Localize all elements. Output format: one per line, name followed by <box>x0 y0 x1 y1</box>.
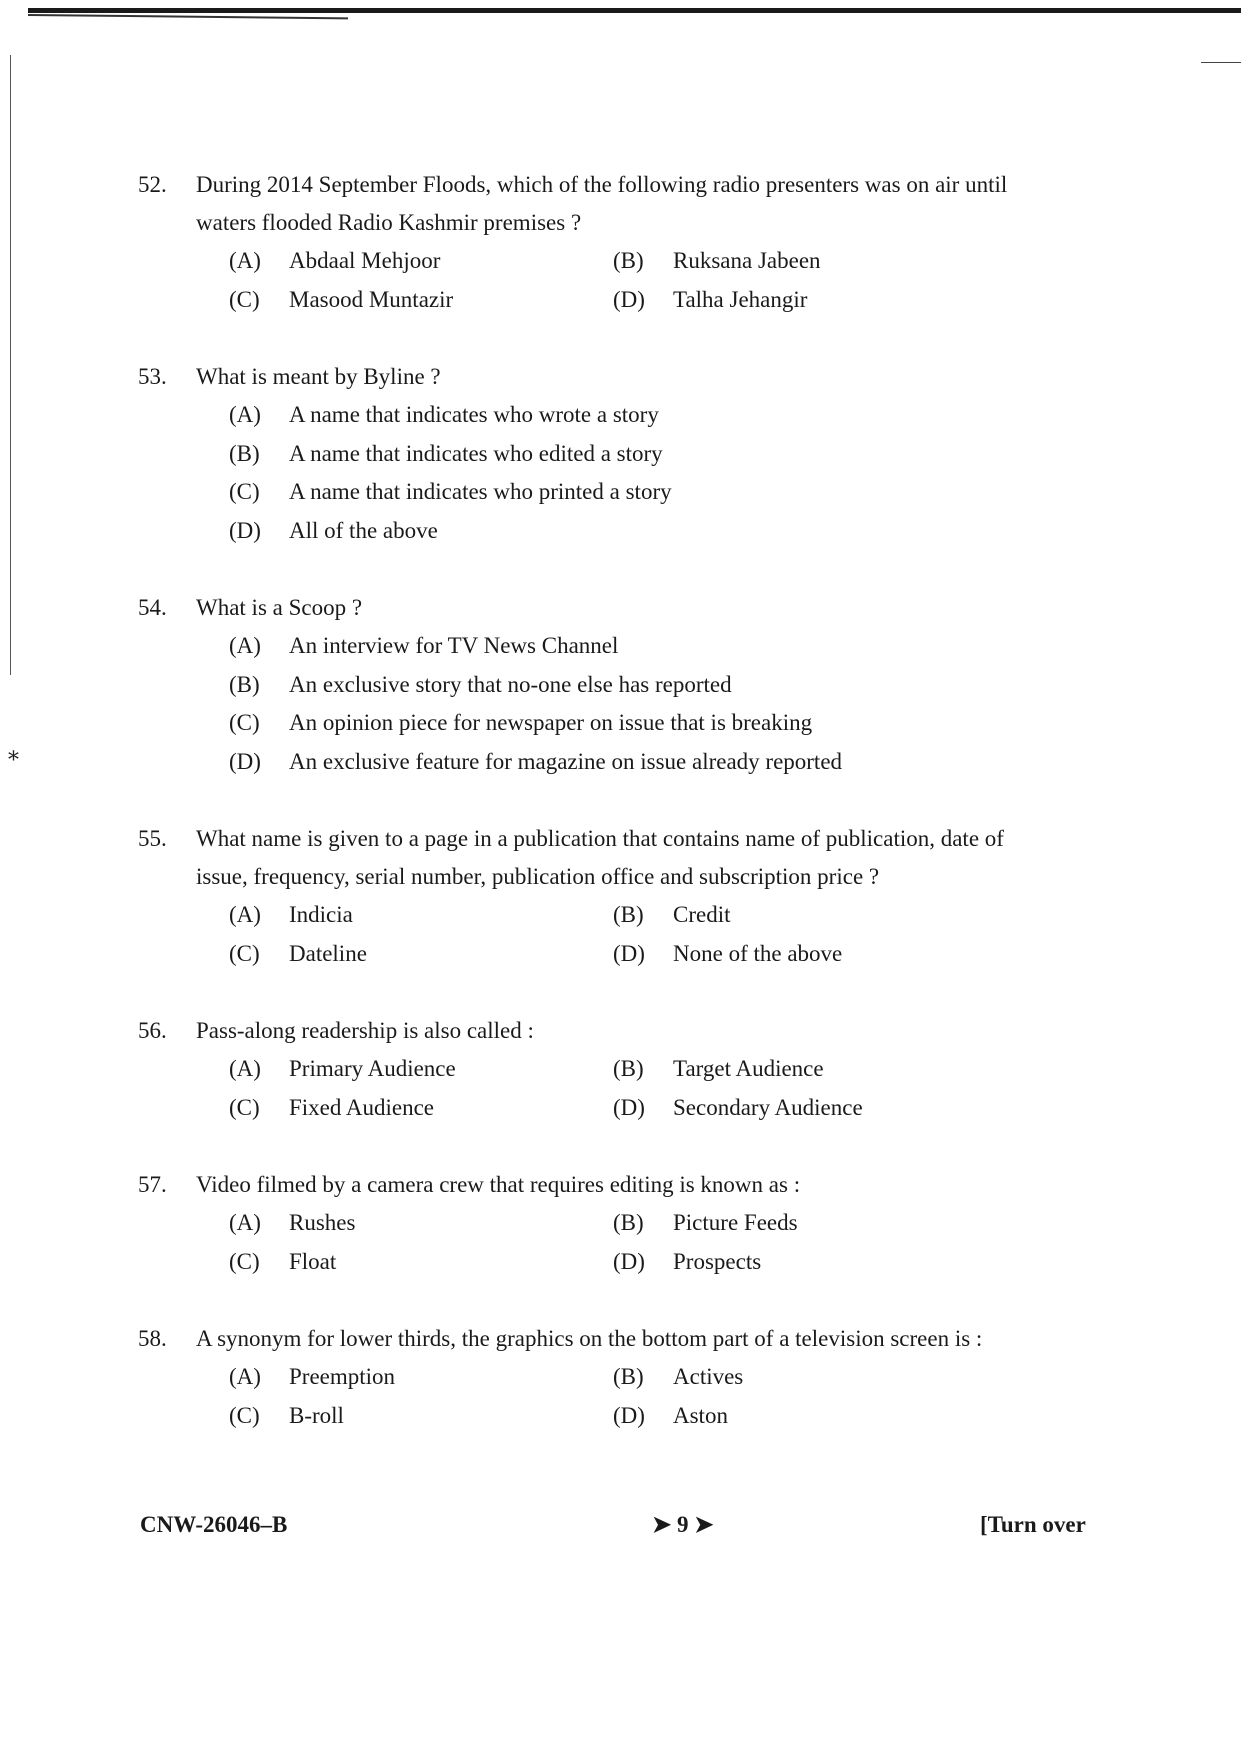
option-d <box>613 1089 997 1128</box>
option-b <box>613 896 997 935</box>
option-d <box>613 935 997 974</box>
option-a <box>229 1204 613 1243</box>
option-text: An opinion piece for newspaper on issue that is breaking <box>289 710 813 735</box>
options-grid <box>229 1204 1018 1281</box>
option-text: An exclusive story that no-one else has reported <box>289 671 732 697</box>
question-number: 57. <box>138 1172 167 1197</box>
option-text: An interview for TV News Channel <box>289 633 619 658</box>
option-letter: (B) <box>229 671 260 697</box>
option-letter: (B) <box>613 1364 644 1389</box>
option-a <box>229 1358 613 1397</box>
option-text: A name that indicates who printed a story <box>289 479 672 504</box>
option-text: Secondary Audience <box>673 1094 863 1120</box>
option-letter: (C) <box>229 1402 260 1428</box>
option-letter: (A) <box>229 248 261 273</box>
scan-smudge-icon: ⁎ <box>8 740 19 765</box>
option-letter: (D) <box>229 517 261 543</box>
option-letter: (A) <box>229 402 261 427</box>
option-text: B-roll <box>289 1402 344 1428</box>
option-text: Abdaal Mehjoor <box>289 248 441 273</box>
question-text: What name is given to a page in a publication that contains name of publication, date of issue, frequency, serial number, publication office and subscription price ? <box>196 826 1004 889</box>
option-text: None of the above <box>673 940 843 966</box>
option-c <box>229 1397 613 1436</box>
options-grid <box>229 896 1018 973</box>
option-letter: (A) <box>229 633 261 658</box>
option-b <box>613 1204 997 1243</box>
scan-edge-top <box>28 8 1241 13</box>
option-a <box>229 896 613 935</box>
option-letter: (D) <box>613 1248 645 1274</box>
option-text: Talha Jehangir <box>673 286 808 312</box>
option-letter: (B) <box>613 1056 644 1081</box>
question-number: 58. <box>138 1326 167 1351</box>
option-text: Target Audience <box>673 1056 824 1081</box>
question-52 <box>138 166 1018 319</box>
option-letter: (A) <box>229 1210 261 1235</box>
option-d <box>229 512 929 551</box>
question-55 <box>138 820 1018 973</box>
option-text: Dateline <box>289 940 367 966</box>
option-c <box>229 473 929 512</box>
option-letter: (C) <box>229 286 260 312</box>
question-53 <box>138 358 1018 550</box>
question-text: What is meant by Byline ? <box>196 364 441 389</box>
option-text: Aston <box>673 1402 728 1428</box>
question-text: What is a Scoop ? <box>196 595 363 620</box>
option-c <box>229 1243 613 1282</box>
option-text: Rushes <box>289 1210 356 1235</box>
option-letter: (C) <box>229 710 260 735</box>
question-number: 52. <box>138 172 167 197</box>
question-number: 56. <box>138 1018 167 1043</box>
question-number: 53. <box>138 364 167 389</box>
question-number: 54. <box>138 595 167 620</box>
option-d <box>613 1397 997 1436</box>
scan-edge-right <box>1201 62 1241 63</box>
question-56 <box>138 1012 1018 1127</box>
option-letter: (B) <box>613 248 644 273</box>
option-b <box>613 1358 997 1397</box>
option-letter: (C) <box>229 1094 260 1120</box>
option-text: Primary Audience <box>289 1056 456 1081</box>
option-letter: (B) <box>613 1210 644 1235</box>
option-text: All of the above <box>289 517 438 543</box>
option-text: Ruksana Jabeen <box>673 248 821 273</box>
option-b <box>613 242 997 281</box>
question-text: During 2014 September Floods, which of the following radio presenters was on air until waters flooded Radio Kashmir premises ? <box>196 172 1008 235</box>
option-letter: (D) <box>229 748 261 774</box>
option-a <box>229 1050 613 1089</box>
scan-edge-left <box>10 55 11 675</box>
option-text: Credit <box>673 902 731 927</box>
question-text: Video filmed by a camera crew that requires editing is known as : <box>196 1172 801 1197</box>
option-a <box>229 242 613 281</box>
option-letter: (A) <box>229 1056 261 1081</box>
option-text: An exclusive feature for magazine on issue already reported <box>289 748 843 774</box>
scan-edge-streak <box>28 14 348 19</box>
option-text: Float <box>289 1248 337 1274</box>
option-c <box>229 1089 613 1128</box>
question-57 <box>138 1166 1018 1281</box>
option-c <box>229 281 613 320</box>
option-letter: (A) <box>229 902 261 927</box>
turn-over-label: [Turn over <box>980 1512 1086 1537</box>
option-text: Preemption <box>289 1364 396 1389</box>
options-list <box>229 627 1018 781</box>
option-text: A name that indicates who wrote a story <box>289 402 659 427</box>
question-54 <box>138 589 1018 781</box>
option-text: A name that indicates who edited a story <box>289 440 663 466</box>
page-number: ➤ 9 ➤ <box>652 1512 714 1537</box>
option-c <box>229 704 929 743</box>
option-text: Actives <box>673 1364 744 1389</box>
option-letter: (D) <box>613 940 645 966</box>
option-c <box>229 935 613 974</box>
question-text: Pass-along readership is also called : <box>196 1018 534 1043</box>
option-letter: (B) <box>229 440 260 466</box>
option-letter: (C) <box>229 479 260 504</box>
option-text: Prospects <box>673 1248 762 1274</box>
option-letter: (C) <box>229 940 260 966</box>
option-d <box>613 281 997 320</box>
option-text: Masood Muntazir <box>289 286 454 312</box>
option-text: Fixed Audience <box>289 1094 434 1120</box>
option-d <box>229 743 929 782</box>
option-text: Picture Feeds <box>673 1210 798 1235</box>
paper-code: CNW-26046–B <box>140 1512 288 1537</box>
options-list <box>229 396 1018 550</box>
option-a <box>229 396 929 435</box>
question-number: 55. <box>138 826 167 851</box>
options-grid <box>229 242 1018 319</box>
question-text: A synonym for lower thirds, the graphics on the bottom part of a television screen is : <box>196 1326 983 1351</box>
option-b <box>229 666 929 705</box>
option-letter: (B) <box>613 902 644 927</box>
option-letter: (D) <box>613 286 645 312</box>
option-letter: (C) <box>229 1248 260 1274</box>
option-letter: (A) <box>229 1364 261 1389</box>
option-letter: (D) <box>613 1402 645 1428</box>
option-b <box>229 435 929 474</box>
option-b <box>613 1050 997 1089</box>
question-58 <box>138 1320 1018 1435</box>
options-grid <box>229 1050 1018 1127</box>
option-text: Indicia <box>289 902 353 927</box>
options-grid <box>229 1358 1018 1435</box>
option-d <box>613 1243 997 1282</box>
option-a <box>229 627 929 666</box>
option-letter: (D) <box>613 1094 645 1120</box>
